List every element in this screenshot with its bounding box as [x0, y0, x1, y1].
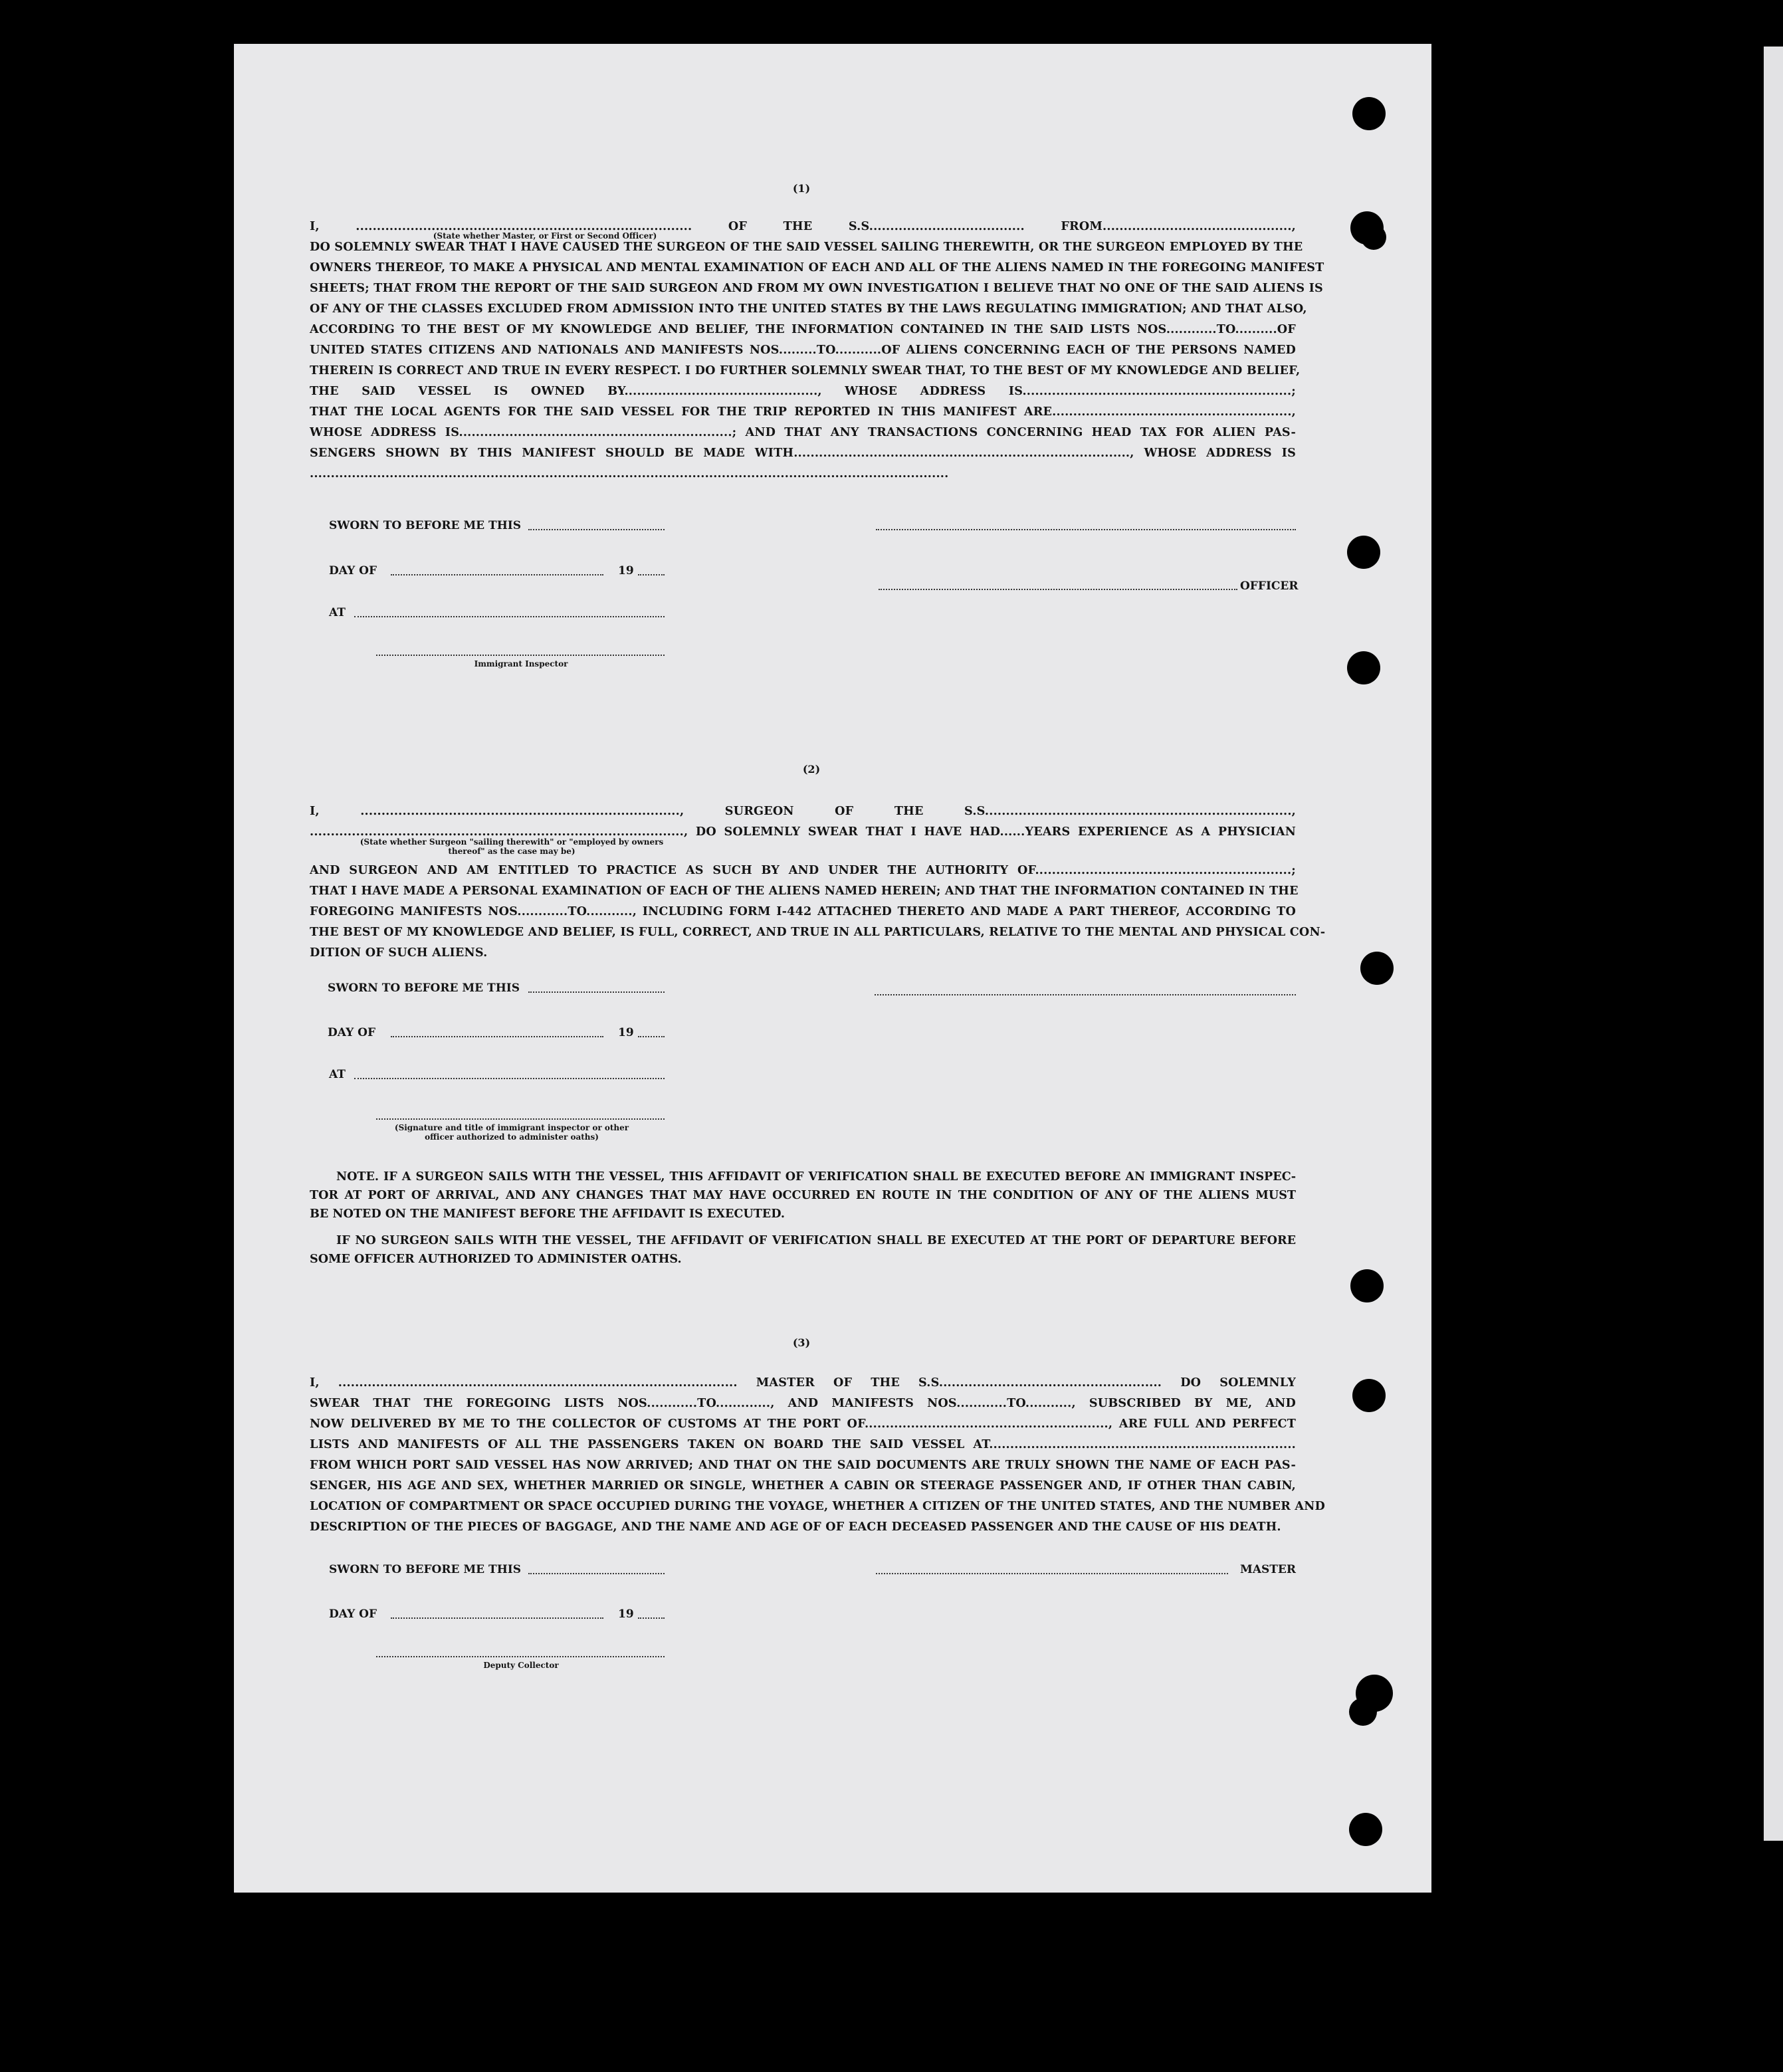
- s2-line: DITION OF SUCH ALIENS.: [310, 946, 488, 960]
- note-line: NOTE. IF A SURGEON SAILS WITH THE VESSEL, THIS AFFIDAVIT OF VERIFICATION SHALL BE EXECUTED BEFORE AN IMMIGRANT INSPEC-: [336, 1170, 1296, 1184]
- note-line: IF NO SURGEON SAILS WITH THE VESSEL, THE AFFIDAVIT OF VERIFICATION SHALL BE EXECUTED AT THE PORT OF DEPARTURE BEFORE: [336, 1233, 1296, 1247]
- section-3-oath-text: [310, 1372, 1326, 1537]
- s1-day-line[interactable]: [391, 574, 603, 575]
- s3-line: DESCRIPTION OF THE PIECES OF BAGGAGE, AND THE NAME AND AGE OF OF EACH DECEASED PASSENGER AND THE CAUSE OF HIS DEATH.: [310, 1520, 1281, 1534]
- s3-line: LOCATION OF COMPARTMENT OR SPACE OCCUPIED DURING THE VOYAGE, WHETHER A CITIZEN OF THE UNITED STATES, AND THE NUMBER AND: [310, 1499, 1326, 1513]
- section-1-master-caption: (State whether Master, or First or Second Officer): [433, 231, 657, 241]
- s2-day-label: DAY OF: [328, 1026, 376, 1039]
- s3-day-line[interactable]: [391, 1617, 603, 1619]
- s2-line: THAT I HAVE MADE A PERSONAL EXAMINATION OF EACH OF THE ALIENS NAMED HEREIN; AND THAT THE INFORMATION CONTAINED IN THE: [310, 884, 1299, 898]
- punch-hole-1: [1352, 97, 1386, 130]
- s3-line: SWEAR THAT THE FOREGOING LISTS NOS............TO............., AND MANIFESTS NOS............TO..........., SUBSCRIBED BY ME, AND: [310, 1396, 1296, 1410]
- s1-line: OWNERS THEREOF, TO MAKE A PHYSICAL AND MENTAL EXAMINATION OF EACH AND ALL OF THE ALIENS NAMED IN THE FOREGOING MANIFEST: [310, 260, 1324, 274]
- s1-line: UNITED STATES CITIZENS AND NATIONALS AND MANIFESTS NOS.........TO...........OF ALIENS CONCERNING EACH OF THE PERSONS NAMED: [310, 343, 1296, 357]
- s3-master-signature-line[interactable]: [876, 1573, 1228, 1574]
- s2-line: AND SURGEON AND AM ENTITLED TO PRACTICE AS SUCH BY AND UNDER THE AUTHORITY OF.............................................................;: [310, 863, 1296, 877]
- s3-collector-caption: Deputy Collector: [483, 1661, 559, 1670]
- s1-year-label: 19: [618, 564, 634, 577]
- s1-line: WHOSE ADDRESS IS.................................................................; AND THAT ANY TRANSACTIONS CONCERNING HEAD TAX FOR ALIEN PAS-: [310, 425, 1296, 439]
- s3-collector-line[interactable]: [376, 1656, 665, 1657]
- s1-at-label: AT: [329, 606, 346, 619]
- s1-line: I, ................................................................................ OF THE S.S..................................... FROM.............................................,: [310, 219, 1296, 233]
- s1-sworn-line[interactable]: [528, 529, 665, 530]
- s2-line: ........................................................................................., DO SOLEMNLY SWEAR THAT I HAVE HAD......YEARS EXPERIENCE AS A PHYSICIAN: [310, 825, 1296, 839]
- punch-hole-7: [1352, 1379, 1386, 1412]
- punch-hole-5: [1360, 952, 1394, 985]
- s1-officer-label: OFFICER: [1240, 579, 1299, 593]
- s1-line: SHEETS; THAT FROM THE REPORT OF THE SAID SURGEON AND FROM MY OWN INVESTIGATION I BELIEVE THAT NO ONE OF THE SAID ALIENS IS: [310, 281, 1323, 295]
- s1-line: ........................................................................................................................................................: [310, 466, 949, 480]
- s3-year-line[interactable]: [638, 1617, 665, 1619]
- s3-line: FROM WHICH PORT SAID VESSEL HAS NOW ARRIVED; AND THAT ON THE SAID DOCUMENTS ARE TRULY SHOWN THE NAME OF EACH PAS-: [310, 1458, 1296, 1472]
- punch-hole-2b: [1361, 225, 1386, 250]
- s3-master-label: MASTER: [1240, 1563, 1297, 1576]
- punch-hole-8b: [1349, 1698, 1377, 1726]
- note-line: TOR AT PORT OF ARRIVAL, AND ANY CHANGES THAT MAY HAVE OCCURRED EN ROUTE IN THE CONDITION OF ANY OF THE ALIENS MUST: [310, 1188, 1296, 1202]
- s2-sworn-label: SWORN TO BEFORE ME THIS: [328, 982, 520, 995]
- section-3-number: (3): [792, 1336, 811, 1349]
- section-2-surgeon-caption: (State whether Surgeon "sailing therewith" or "employed by owners thereof" as the case may be): [360, 837, 664, 856]
- section-1-oath-text: [310, 216, 1324, 484]
- s1-line: OF ANY OF THE CLASSES EXCLUDED FROM ADMISSION INTO THE UNITED STATES BY THE LAWS REGULATING IMMIGRATION; AND THAT ALSO,: [310, 302, 1307, 316]
- s1-at-line[interactable]: [354, 616, 665, 617]
- punch-hole-9: [1349, 1813, 1382, 1846]
- s1-inspector-caption: Immigrant Inspector: [474, 659, 568, 669]
- s1-line: THE SAID VESSEL IS OWNED BY.............................................., WHOSE ADDRESS IS................................................................;: [310, 384, 1296, 398]
- punch-hole-4: [1347, 651, 1380, 684]
- section-2-number: (2): [802, 763, 821, 776]
- section-2-oath-text-continued: [310, 860, 1326, 963]
- note-no-surgeon: [310, 1231, 1296, 1269]
- s1-inspector-line[interactable]: [376, 655, 665, 656]
- punch-hole-6: [1350, 1269, 1384, 1302]
- s1-line: THAT THE LOCAL AGENTS FOR THE SAID VESSEL FOR THE TRIP REPORTED IN THIS MANIFEST ARE.........................................................,: [310, 405, 1296, 419]
- s3-year-label: 19: [618, 1607, 634, 1621]
- s1-officer-line[interactable]: [879, 589, 1237, 590]
- s3-day-label: DAY OF: [329, 1607, 377, 1621]
- s2-surgeon-signature-line[interactable]: [875, 994, 1296, 995]
- s2-line: THE BEST OF MY KNOWLEDGE AND BELIEF, IS FULL, CORRECT, AND TRUE IN ALL PARTICULARS, RELATIVE TO THE MENTAL AND PHYSICAL CON-: [310, 925, 1326, 939]
- s1-day-label: DAY OF: [329, 564, 377, 577]
- section-1-number: (1): [792, 182, 811, 195]
- s2-signature-caption: (Signature and title of immigrant inspector or other officer authorized to administer oaths): [394, 1123, 629, 1142]
- s1-sworn-label: SWORN TO BEFORE ME THIS: [329, 519, 521, 532]
- s2-line: FOREGOING MANIFESTS NOS............TO..........., INCLUDING FORM I-442 ATTACHED THERETO AND MADE A PART THEREOF, ACCORDING TO: [310, 904, 1296, 918]
- note-surgeon-sails: [310, 1168, 1296, 1223]
- s1-officer-signature-line[interactable]: [876, 529, 1296, 530]
- s1-line: SENGERS SHOWN BY THIS MANIFEST SHOULD BE MADE WITH................................................................................, WHOSE ADDRESS IS: [310, 446, 1296, 460]
- note-line: SOME OFFICER AUTHORIZED TO ADMINISTER OATHS.: [310, 1252, 682, 1266]
- s2-year-line[interactable]: [638, 1036, 665, 1037]
- s3-sworn-label: SWORN TO BEFORE ME THIS: [329, 1563, 521, 1576]
- s2-line: I, ............................................................................, SURGEON OF THE S.S.........................................................................,: [310, 804, 1296, 818]
- section-2-oath-text: [310, 801, 1296, 842]
- s3-line: I, ............................................................................................... MASTER OF THE S.S..................................................... DO SOLEMNLY: [310, 1376, 1296, 1390]
- s3-line: LISTS AND MANIFESTS OF ALL THE PASSENGERS TAKEN ON BOARD THE SAID VESSEL AT.........................................................................: [310, 1437, 1296, 1451]
- s2-at-line[interactable]: [354, 1078, 665, 1079]
- s1-line: THEREIN IS CORRECT AND TRUE IN EVERY RESPECT. I DO FURTHER SOLEMNLY SWEAR THAT, TO THE BEST OF MY KNOWLEDGE AND BELIEF,: [310, 363, 1301, 377]
- s2-day-line[interactable]: [391, 1036, 603, 1037]
- note-line: BE NOTED ON THE MANIFEST BEFORE THE AFFIDAVIT IS EXECUTED.: [310, 1207, 785, 1221]
- s3-line: NOW DELIVERED BY ME TO THE COLLECTOR OF CUSTOMS AT THE PORT OF.........................................................., ARE FULL AND PERFECT: [310, 1417, 1296, 1431]
- s1-year-line[interactable]: [638, 574, 665, 575]
- s3-sworn-line[interactable]: [528, 1573, 665, 1574]
- s2-signature-line[interactable]: [376, 1118, 665, 1120]
- s3-line: SENGER, HIS AGE AND SEX, WHETHER MARRIED OR SINGLE, WHETHER A CABIN OR STEERAGE PASSENGER AND, IF OTHER THAN CABIN,: [310, 1479, 1296, 1493]
- s1-line: ACCORDING TO THE BEST OF MY KNOWLEDGE AND BELIEF, THE INFORMATION CONTAINED IN THE SAID LISTS NOS............TO..........OF: [310, 322, 1296, 336]
- adjacent-page-edge: [1764, 47, 1783, 1841]
- s2-year-label: 19: [618, 1026, 634, 1039]
- punch-hole-3: [1347, 536, 1380, 569]
- s1-line: DO SOLEMNLY SWEAR THAT I HAVE CAUSED THE SURGEON OF THE SAID VESSEL SAILING THEREWITH, OR THE SURGEON EMPLOYED BY THE: [310, 240, 1303, 254]
- s2-at-label: AT: [329, 1068, 346, 1081]
- s2-sworn-line[interactable]: [528, 991, 665, 993]
